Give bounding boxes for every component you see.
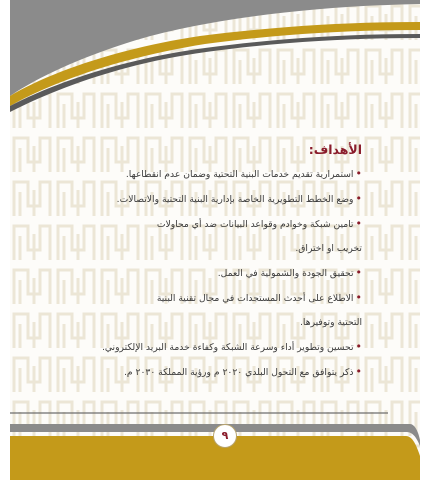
page-number-badge: ٩: [213, 424, 237, 448]
goal-line: [32, 218, 362, 231]
bullet-icon: •: [355, 340, 362, 353]
goal-item: [32, 193, 362, 206]
goal-line-continuation: التحتية وتوفيرها.: [300, 317, 362, 328]
goals-section: [32, 141, 362, 379]
bullet-icon: •: [355, 291, 362, 304]
goal-text: تحسين وتطوير أداء وسرعة الشبكة وكفاءة خدمة البريد الإلكتروني.: [101, 342, 354, 353]
goals-list: [32, 168, 362, 379]
goal-text: تامين شبكة وخوادم وقواعد البيانات ضد أي محاولات: [156, 219, 354, 230]
bullet-icon: •: [355, 192, 362, 205]
section-heading: الأهداف:: [308, 142, 362, 157]
goal-item: [32, 341, 362, 354]
goal-text: تحقيق الجودة والشمولية في العمل.: [217, 268, 354, 279]
goal-text: استمرارية تقديم خدمات البنية التحتية وضمان عدم انقطاعها.: [125, 169, 354, 180]
goal-item: [32, 218, 362, 255]
bullet-icon: •: [355, 266, 362, 279]
goal-text: الاطلاع على أحدث المستجدات في مجال تقنية البنية: [156, 293, 354, 304]
goal-item: [32, 366, 362, 379]
document-page: [10, 0, 420, 480]
goal-item: [32, 267, 362, 280]
goal-item: [32, 168, 362, 181]
goal-line: [32, 292, 362, 305]
goal-text: ذكر يتوافق مع التحول البلدي ٢٠٢٠ م ورؤية المملكة ٢٠٣٠ م.: [123, 367, 354, 378]
bullet-icon: •: [355, 217, 362, 230]
bullet-icon: •: [355, 365, 362, 378]
goal-item: [32, 292, 362, 329]
bullet-icon: •: [355, 167, 362, 180]
goal-line-continuation: تخريب او اختراق.: [295, 243, 362, 254]
goal-text: وضع الخطط التطويرية الخاصة بإدارية البنية التحتية والاتصالات.: [116, 194, 354, 205]
